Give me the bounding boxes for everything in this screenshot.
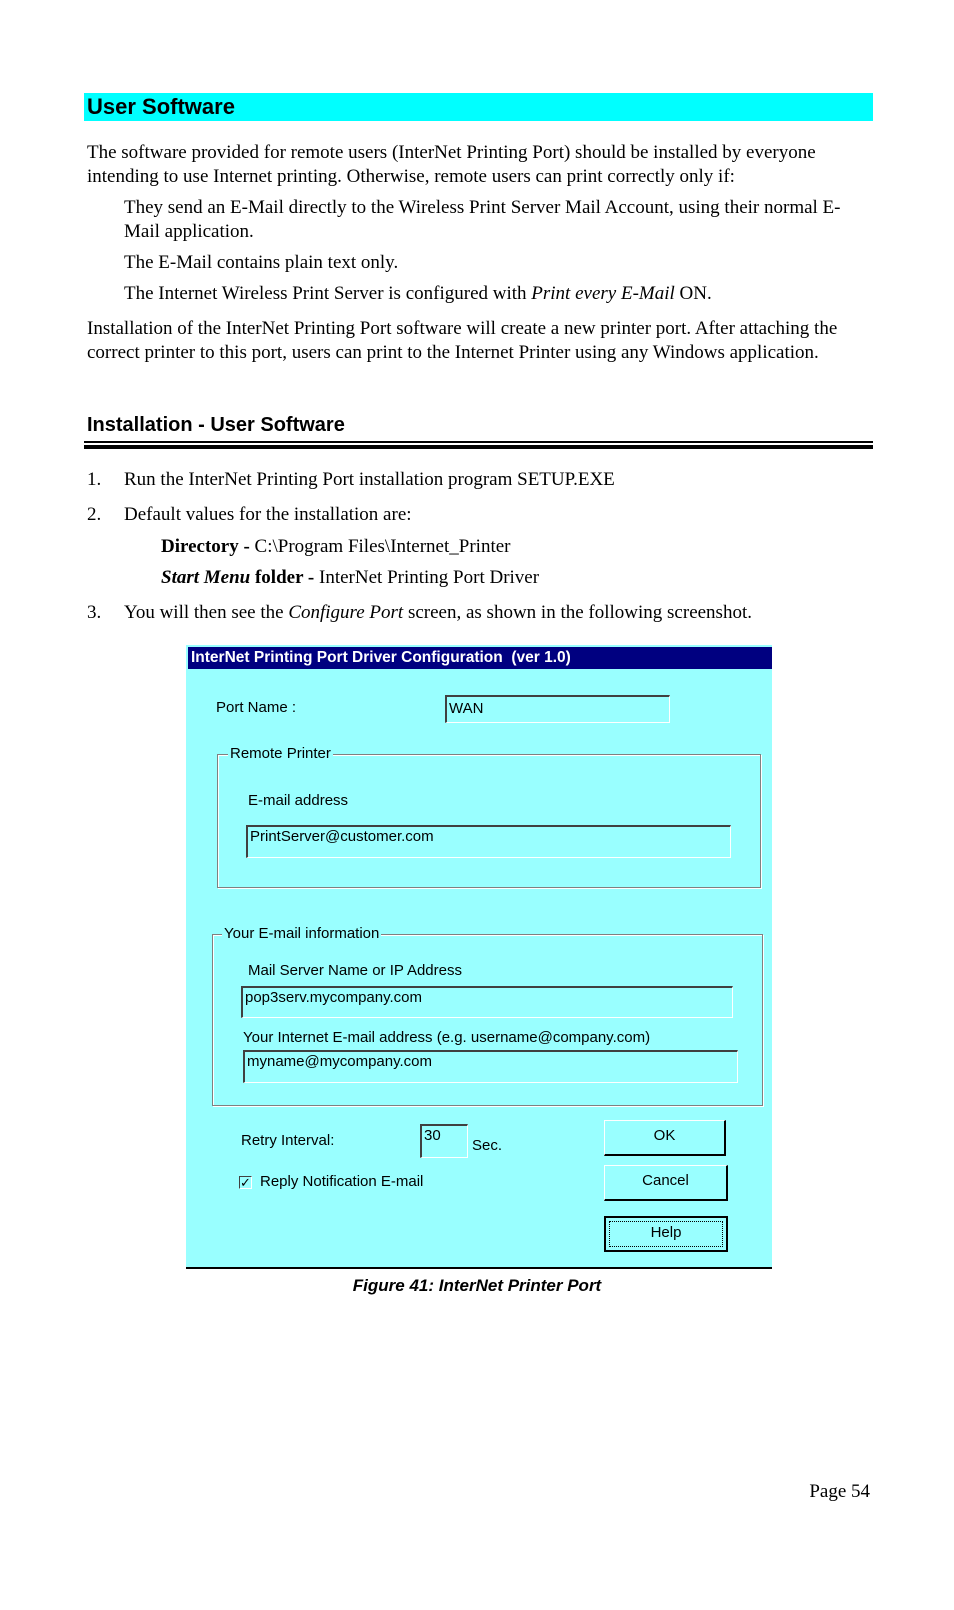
default-start-menu: [161, 566, 539, 590]
step-3-emphasis: Configure Port: [288, 602, 404, 623]
ok-button[interactable]: OK: [604, 1120, 726, 1156]
step-3-number: 3.: [87, 602, 102, 623]
directory-value: C:\Program Files\Internet_Printer: [249, 536, 511, 557]
default-directory: [161, 535, 510, 559]
directory-label: Directory -: [161, 536, 250, 557]
intro-paragraph: The software provided for remote users (InterNet Printing Port) should be installed by everyone intending to use Internet printing. Otherwise, remote users can print correctly only if:: [87, 142, 816, 187]
port-name-label: Port Name :: [216, 699, 297, 716]
step-1-number: 1.: [87, 469, 102, 490]
section-title: User Software: [84, 93, 873, 121]
checkmark-icon: ✓: [240, 1175, 251, 1190]
help-button-label: Help: [650, 1224, 682, 1241]
reply-notification-label: Reply Notification E-mail: [260, 1173, 424, 1190]
your-email-group-label: Your E-mail information: [224, 925, 380, 942]
mail-server-label: Mail Server Name or IP Address: [248, 962, 462, 979]
installation-paragraph: Installation of the InterNet Printing Port software will create a new printer port. After attaching the correct printer to this port, users can print to the Internet Printer using any Windows application.: [87, 318, 838, 363]
condition-3-emphasis: Print every E-Mail: [531, 283, 675, 304]
condition-1: They send an E-Mail directly to the Wireless Print Server Mail Account, using their normal E-Mail application.: [124, 197, 841, 242]
page-number: Page 54: [809, 1481, 870, 1502]
condition-2: The E-Mail contains plain text only.: [124, 252, 399, 273]
start-menu-value: InterNet Printing Port Driver: [314, 567, 540, 588]
start-menu-label: Start Menu: [161, 567, 251, 588]
reply-notification-checkbox[interactable]: [239, 1176, 252, 1189]
email-address-label: E-mail address: [248, 792, 349, 809]
step-2-text: Default values for the installation are:: [124, 504, 412, 525]
email-address-input[interactable]: PrintServer@customer.com: [246, 825, 731, 858]
figure-caption: Figure 41: InterNet Printer Port: [352, 1276, 602, 1295]
remote-printer-group-label: Remote Printer: [230, 745, 331, 762]
help-button[interactable]: [604, 1216, 728, 1252]
folder-label: folder -: [250, 567, 315, 588]
title-rule-thin: [84, 441, 873, 443]
retry-interval-label: Retry Interval:: [241, 1132, 335, 1149]
port-name-input[interactable]: WAN: [445, 695, 670, 723]
dialog-title-bar: InterNet Printing Port Driver Configuration (ver 1.0): [188, 647, 772, 669]
cancel-button[interactable]: Cancel: [604, 1165, 728, 1201]
title-rule-thick: [84, 445, 873, 449]
configure-port-dialog: [186, 645, 772, 1269]
remote-printer-group: [217, 754, 761, 888]
step-1-text: Run the InterNet Printing Port installation program SETUP.EXE: [124, 469, 615, 490]
step-3-pre: You will then see the: [124, 602, 289, 623]
subsection-title: Installation - User Software: [87, 414, 345, 436]
your-email-label: Your Internet E-mail address (e.g. username@company.com): [243, 1029, 651, 1046]
mail-server-input[interactable]: pop3serv.mycompany.com: [241, 986, 733, 1018]
condition-3-pre: The Internet Wireless Print Server is configured with: [124, 283, 532, 304]
your-email-input[interactable]: myname@mycompany.com: [243, 1050, 738, 1083]
condition-3-post: ON.: [674, 283, 712, 304]
retry-unit-label: Sec.: [472, 1137, 503, 1154]
step-3-text: [124, 601, 864, 625]
focus-rectangle: [609, 1221, 723, 1247]
step-3-post: screen, as shown in the following screenshot.: [403, 602, 752, 623]
step-2-number: 2.: [87, 504, 102, 525]
condition-3: [124, 282, 864, 306]
retry-interval-input[interactable]: 30: [420, 1124, 468, 1158]
